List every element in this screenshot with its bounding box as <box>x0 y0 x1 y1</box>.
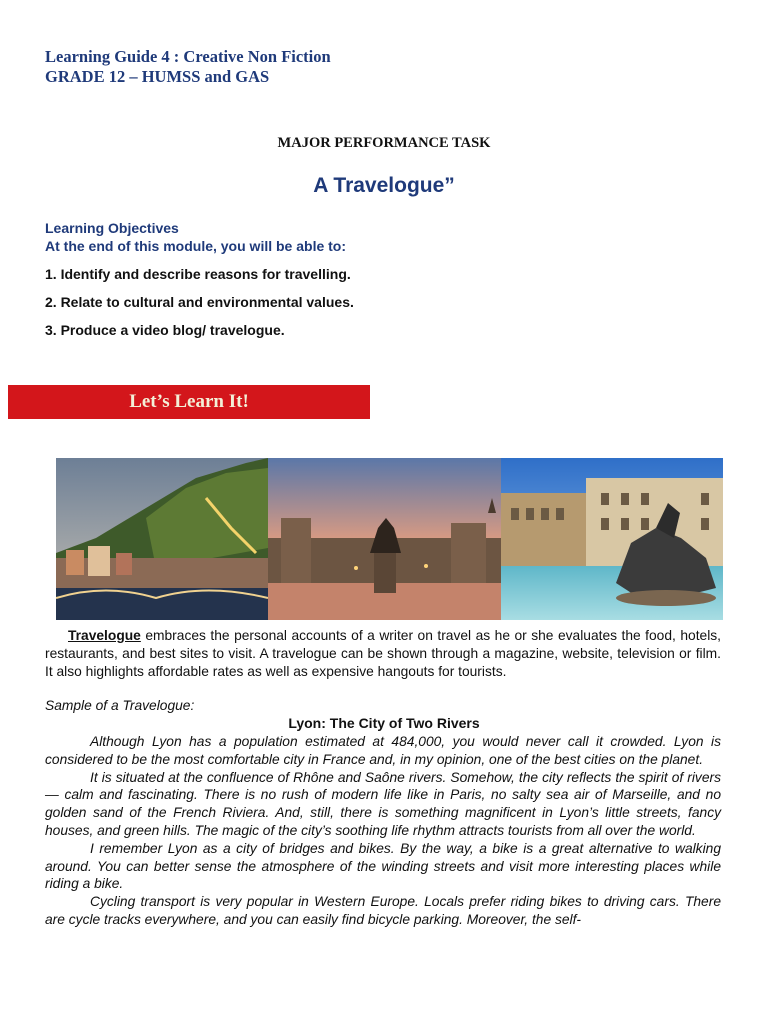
story-paragraph: Cycling transport is very popular in Western Europe. Locals prefer riding bikes to driving cars. There are cycle tracks everywhere, and you can easily find bicycle parking. Moreover, the self- <box>45 894 721 927</box>
sample-body <box>45 733 721 929</box>
definition-text: embraces the personal accounts of a writer on travel as he or she evaluates the food, hotels, restaurants, and best sites to visit. A travelogue can be shown through a magazine, website, television or film. It also highlights affordable rates as well as expensive hangouts for tourists. <box>45 628 721 679</box>
task-title: MAJOR PERFORMANCE TASK <box>277 135 491 151</box>
story-paragraph: It is situated at the confluence of Rhône and Saône rivers. Somehow, the city reflects the spirit of rivers — calm and fascinating. There is no rush of modern life like in Paris, no salty sea air of Marseille, and no golden sand of the French Riviera. And, still, there is something magnificent in Lyon’s little streets, fancy houses, and green hills. The magic of the city’s soothing life rhythm attracts tourists from all over the world. <box>45 769 721 838</box>
objective-item: 2. Relate to cultural and environmental values. <box>45 294 354 310</box>
objectives-intro: At the end of this module, you will be able to: <box>45 238 347 254</box>
document-header <box>45 47 331 87</box>
lyon-photo-collage <box>56 458 723 620</box>
objectives-list <box>45 265 354 349</box>
section-banner <box>8 385 370 419</box>
photo-fountain <box>501 458 723 620</box>
objectives-heading: Learning Objectives <box>45 220 179 236</box>
objective-item: 1. Identify and describe reasons for travelling. <box>45 266 351 282</box>
photo-hill-river <box>56 458 268 620</box>
document-title: A Travelogue” <box>313 174 455 197</box>
header-line-2: GRADE 12 – HUMSS and GAS <box>45 67 270 86</box>
banner-label: Let’s Learn It! <box>129 391 249 412</box>
story-paragraph: I remember Lyon as a city of bridges and bikes. By the way, a bike is a great alternative to walking around. You can better sense the atmosphere of the winding streets and visit more interesting places while riding a bike. <box>45 840 721 892</box>
header-line-1: Learning Guide 4 : Creative Non Fiction <box>45 47 331 66</box>
travelogue-definition <box>45 627 721 680</box>
story-paragraph: Although Lyon has a population estimated at 484,000, you would never call it crowded. Lyon is considered to be the most comfortable city in France and, in my opinion, one of the best cities on the planet. <box>45 734 721 767</box>
objective-item: 3. Produce a video blog/ travelogue. <box>45 322 285 338</box>
objectives-heading-block <box>45 219 346 255</box>
sample-title: Lyon: The City of Two Rivers <box>288 715 480 731</box>
photo-square-sunset <box>268 458 501 620</box>
sample-label: Sample of a Travelogue: <box>45 698 195 713</box>
definition-term: Travelogue <box>68 628 141 643</box>
